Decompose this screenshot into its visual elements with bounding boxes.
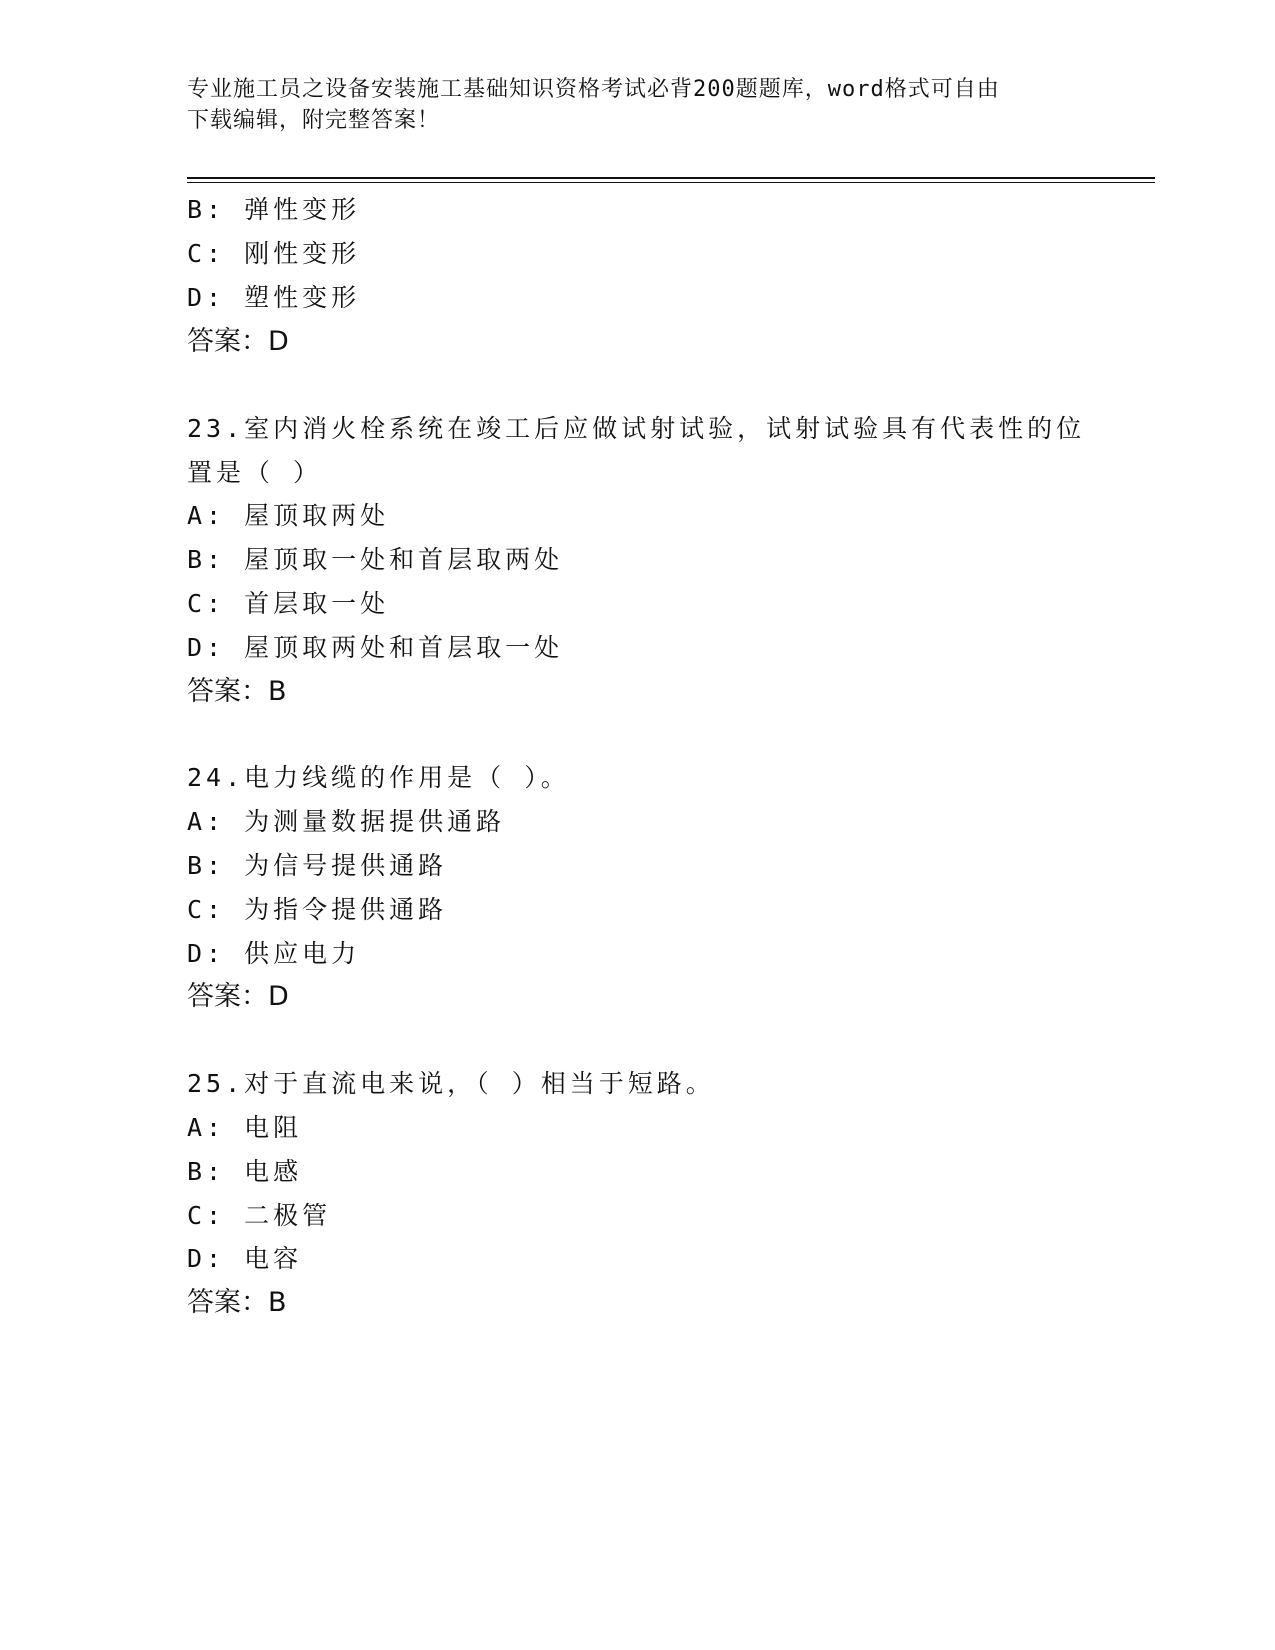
header-line-2: 下载编辑，附完整答案！ [187,108,441,133]
q25-option-b: B: 电感 [187,1157,303,1186]
header-divider-thin [187,182,1155,183]
q24-option-d: D: 供应电力 [187,939,361,968]
q23-option-a: A: 屋顶取两处 [187,501,390,530]
q24-option-a: A: 为测量数据提供通路 [187,807,506,836]
prev-option-b: B: 弹性变形 [187,195,361,224]
q23-stem-line-2: 置是（ ） [187,458,323,487]
prev-option-c: C: 刚性变形 [187,239,361,268]
header-line-1: 专业施工员之设备安装施工基础知识资格考试必背200题题库，word格式可自由 [187,77,1000,102]
q25-stem: 25.对于直流电来说，（ ）相当于短路。 [187,1069,715,1098]
q25-answer: 答案：B [187,1287,287,1318]
document-header [187,74,1087,136]
q23-stem-line-1: 23.室内消火栓系统在竣工后应做试射试验，试射试验具有代表性的位 [187,414,1086,443]
q24-answer: 答案：D [187,981,289,1012]
q24-stem: 24.电力线缆的作用是（ ）。 [187,763,570,792]
q23-answer: 答案：B [187,676,287,707]
prev-option-d: D: 塑性变形 [187,283,361,312]
prev-answer: 答案：D [187,326,289,357]
q24-option-b: B: 为信号提供通路 [187,851,448,880]
q25-option-a: A: 电阻 [187,1113,303,1142]
q25-option-c: C: 二极管 [187,1201,332,1230]
q23-option-b: B: 屋顶取一处和首层取两处 [187,545,564,574]
q25-option-d: D: 电容 [187,1244,303,1273]
q23-option-c: C: 首层取一处 [187,589,390,618]
q24-option-c: C: 为指令提供通路 [187,895,448,924]
q23-option-d: D: 屋顶取两处和首层取一处 [187,633,564,662]
header-divider [187,177,1155,179]
